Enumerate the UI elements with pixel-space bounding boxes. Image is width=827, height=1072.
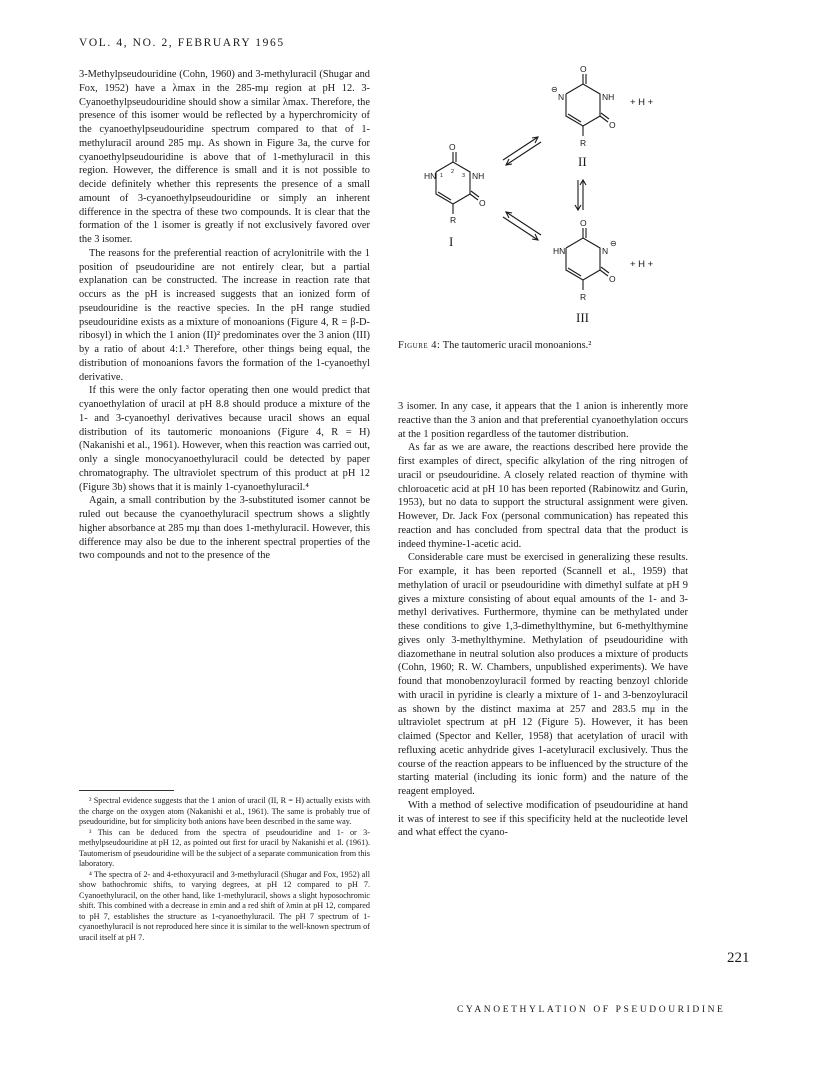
paragraph: If this were the only factor operating then one would predict that cyanoethylation of uracil at pH 8.8 should produce a mixture of the 1- and 3-cyanoethyl derivatives because uracil shows an equal distribution of its tautomeric monoanions (Figure 4, R = H) (Nakanishi et al., 1961). However, when this reaction was carried out, only a single monocyanoethyluracil could be detected by paper chromatography. The ultraviolet spectrum of this product at pH 12 (Figure 3b) shows that it is mainly 1-cyanoethyluracil.⁴ (79, 385, 370, 493)
figure-label: Figure 4: (398, 340, 441, 351)
ring-number-1: 1 (440, 173, 444, 179)
oxygen-label: O (479, 198, 486, 208)
figure-caption-text: The tautomeric uracil monoanions.² (442, 340, 592, 351)
equilibrium-arrow-I-II (503, 137, 538, 160)
paragraph: 3-Methylpseudouridine (Cohn, 1960) and 3-methyluracil (Shugar and Fox, 1952) have a λmax in the 285-mμ region at pH 12. 3-Cyanoethylpseudouridine should show a similar λmax. Therefore, the presence of this isomer would be reflected by a hyperchromicity of the cyanoethylpseudouridine spectrum compared to that of 1-methyluracil around 285 mμ. As shown in Figure 3a, the curve for cyanoethylpseudouridine is above that of 1-methyluracil in this region. However, the difference is small and it is not possible to decide definitely whether this represents the presence of a small amount of 3-cyanoethylpseudouridine or simply an inherent difference in the spectra of these two compounds. It is clear that the formation of the 1 isomer is greatly if not exclusively favored over the 3 isomer. (79, 69, 370, 245)
compound-II-label: II (578, 154, 587, 169)
r-group-label: R (580, 292, 587, 302)
running-head: VOL. 4, NO. 2, FEBRUARY 1965 (79, 37, 285, 49)
compound-I-label: I (449, 234, 454, 249)
oxygen-label: O (449, 142, 456, 152)
ring-number-2: 2 (451, 169, 455, 175)
footnote-rule (79, 790, 174, 791)
proton-plus-label: + H + (630, 259, 654, 270)
paragraph: With a method of selective modification of pseudouridine at hand it was of interest to see if this specificity held at the nucleotide level and what effect the cyano- (398, 799, 688, 839)
hn-label: HN (424, 171, 437, 181)
r-group-label: R (580, 138, 587, 148)
negative-charge-icon: ⊖ (551, 85, 558, 94)
oxygen-label: O (580, 64, 587, 74)
n-anion-label: N (602, 246, 609, 256)
r-group-label: R (450, 215, 457, 225)
negative-charge-icon: ⊖ (610, 239, 617, 248)
compound-III-label: III (576, 310, 589, 325)
figure-caption (398, 340, 591, 351)
page-number: 221 (727, 950, 750, 966)
nh-label: NH (602, 92, 615, 102)
oxygen-label: O (609, 274, 616, 284)
ring-number-3: 3 (462, 173, 466, 179)
hn-label: HN (553, 246, 566, 256)
nh-label: NH (472, 171, 485, 181)
left-column (79, 68, 370, 563)
n-anion-label: N (558, 92, 565, 102)
ring-II (566, 84, 600, 126)
running-foot: CYANOETHYLATION OF PSEUDOURIDINE (457, 1005, 726, 1015)
chemical-structure-diagram (398, 62, 698, 352)
oxygen-label: O (580, 218, 587, 228)
oxygen-label: O (609, 120, 616, 130)
paragraph: The reasons for the preferential reaction of acrylonitrile with the 1 position of pseudouridine are not entirely clear, but a partial explanation can be constructed. The increase in reaction rate that occurs as the pH is increased suggests that an ionized form of pseudouridine is the reactive species. In the pH range studied pseudouridine exists as a mixture of monoanions (Figure 4, R = β-D-ribosyl) in which the 1 anion (II)² predominates over the 3 anion (III) by a ratio of about 4:1.³ Therefore, other things being equal, the distribution of monoanions favors the formation of the 1-cyanoethyl derivative. (79, 247, 370, 383)
right-column (398, 400, 688, 840)
paragraph: Again, a small contribution by the 3-substituted isomer cannot be ruled out because the cyanoethyluracil spectrum shows a slightly higher absorbance at 285 mμ than does 1-methyluracil. However, this difference may also be due to the inherent spectral properties of the two compounds and not to the presence of the (79, 495, 370, 562)
footnote: ² Spectral evidence suggests that the 1 anion of uracil (II, R = H) actually exists with the charge on the oxygen atom (Nakanishi et al., 1961). The same is probably true of pseudouridine, but for simplicity both anions have been described in the same way. (79, 796, 370, 826)
footnotes (79, 790, 370, 943)
paragraph: Considerable care must be exercised in generalizing these results. For example, it has been reported (Scannell et al., 1959) that methylation of uracil or pseudouridine with dimethyl sulfate at pH 9 gives a mixture consisting of about equal amounts of the 1- and 3-methyl derivatives. Furthermore, thymine can be methylated under these conditions to give 1,3-dimethylthymine, but 6-methylthymine gives only 3-methylthymine. Methylation of pseudouridine with diazomethane in neutral solution also produces a mixture of products (Cohn, 1960; R. W. Chambers, unpublished experiments). We have found that monobenzoyluracil formed by reacting benzoyl chloride with uracil in pyridine is clearly a mixture of 1- and 3-benzoyluracil as shown by the distinct maxima at 257 and 283.5 mμ in the ultraviolet spectrum at pH 12 (Figure 5). However, it has been claimed (Spector and Keller, 1958) that acetylation of uracil with refluxing acetic anhydride gives 1-acetyluracil exclusively. Thus the course of the reaction appears to be influenced by the structure of the starting material (including its ionic form) and the nature of the reagent employed. (398, 552, 688, 797)
footnote: ⁴ The spectra of 2- and 4-ethoxyuracil and 3-methyluracil (Shugar and Fox, 1952) all show bathochromic shifts, to varying degrees, at pH 12 compared to pH 7. Cyanoethyluracil, on the other hand, like 1-methyluracil, shows a slight hyposochromic shift. This combined with a decrease in εmin and a red shift of λmin at pH 12, compared to pH 7, establishes the structure as 1-cyanoethyluracil. The pH 7 spectrum of 1-cyanoethyluracil is not reproduced here since it is similar to the well-known spectrum of uracil itself at pH 7. (79, 869, 370, 942)
footnote: ³ This can be deduced from the spectra of pseudouridine and 1- or 3-methylpseudouridine at pH 12, as pointed out first for uracil by Nakanishi et al. (1961). Tautomerism of pseudouridine will be the subject of a separate communication from this laboratory. (79, 827, 370, 868)
proton-plus-label: + H + (630, 97, 654, 108)
equilibrium-arrow-I-III (503, 217, 538, 240)
paragraph: As far as we are aware, the reactions described here provide the first examples of direct, specific alkylation of the ring nitrogen of uracil or pseudouridine. A closely related reaction of thymine with chloroacetic acid at pH 10 has been reported (Rabinowitz and Gurin, 1953), but no data to support the structural assignment were given. However, Dr. Jack Fox (personal communication) has repeated this reaction and has concluded from spectral data that the product is indeed thymine-1-acetic acid. (398, 442, 688, 550)
paragraph: 3 isomer. In any case, it appears that the 1 anion is inherently more reactive than the 3 anion and that preferential cyanoethylation occurs at the 1 position regardless of the tautomer distribution. (398, 401, 688, 440)
ring-III (566, 238, 600, 280)
figure-4-tautomer-scheme (398, 62, 698, 352)
